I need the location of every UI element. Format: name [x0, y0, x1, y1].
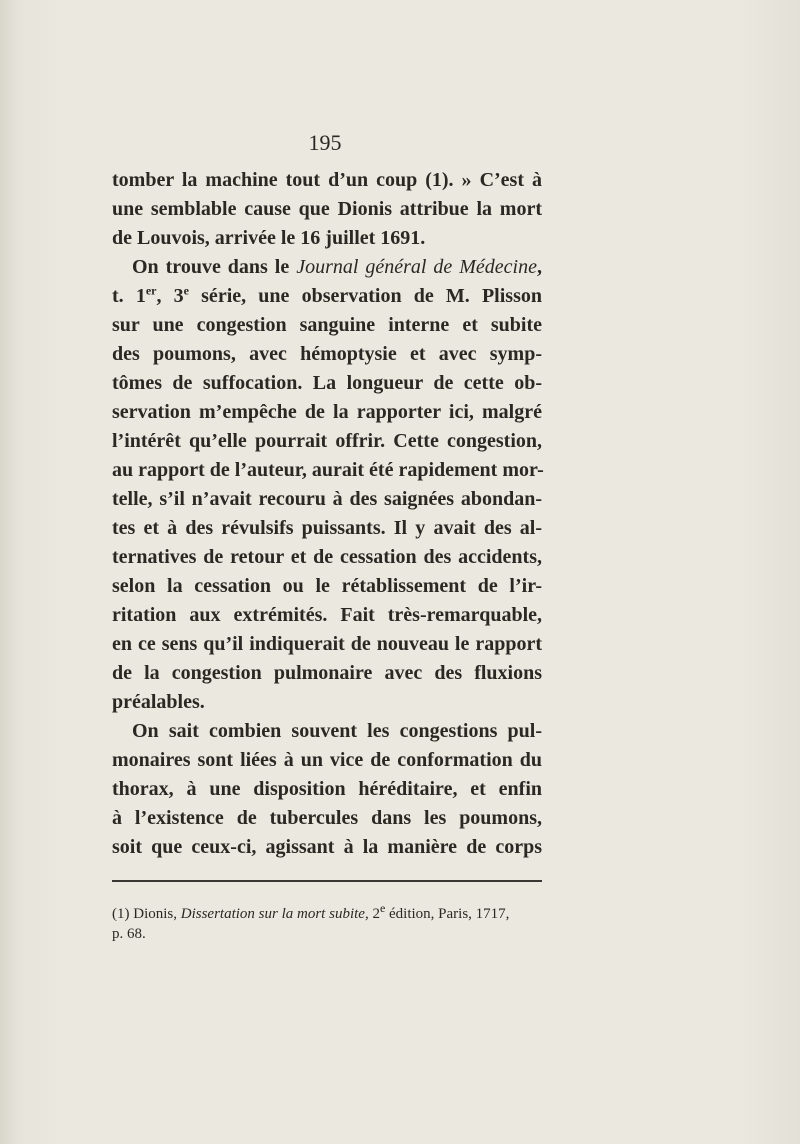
text-segment: On trouve dans le — [132, 256, 297, 278]
text-line: soit que ceux-ci, agissant à la manière de corps — [112, 836, 542, 858]
superscript: er — [145, 283, 157, 298]
text-line: en ce sens qu’il indiquerait de nouveau le rapport — [112, 633, 542, 655]
text-segment: édition, Paris, 1717, — [385, 906, 510, 922]
text-line: ternatives de retour et de cessation des accidents, — [112, 546, 542, 568]
footnote — [112, 901, 542, 944]
text-line: tes et à des révulsifs puissants. Il y avait des al- — [112, 517, 542, 539]
paragraph-2 — [112, 253, 542, 717]
text-line: une semblable cause que Dionis attribue la mort — [112, 198, 542, 220]
text-line: servation m’empêche de la rapporter ici, malgré — [112, 401, 542, 423]
text-line: sur une congestion sanguine interne et subite — [112, 314, 542, 336]
page-number: 195 — [308, 130, 342, 155]
text-line: tômes de suffocation. La longueur de cette ob- — [112, 372, 542, 394]
text-line — [112, 282, 542, 311]
footnote-line: p. 68. — [112, 926, 146, 942]
footnote-title: Dissertation sur la mort subite — [180, 906, 365, 922]
text-line: préalables. — [112, 691, 205, 713]
text-segment: , — [537, 256, 542, 278]
text-segment: série, une observation de M. Plisson — [188, 285, 542, 307]
footnote-marker: (1) Dionis, — [112, 906, 181, 922]
superscript: e — [183, 283, 189, 298]
text-line: ritation aux extrémités. Fait très-remarquable, — [112, 604, 542, 626]
text-line: des poumons, avec hémoptysie et avec symp- — [112, 343, 542, 365]
text-line: telle, s’il n’avait recouru à des saignées abondan- — [112, 488, 542, 510]
text-line: On sait combien souvent les congestions pul- — [132, 720, 542, 742]
footnote-line — [112, 901, 542, 924]
main-text — [112, 166, 542, 862]
text-line: thorax, à une disposition héréditaire, et enfin — [112, 778, 542, 800]
text-line — [112, 253, 542, 282]
text-line: de la congestion pulmonaire avec des fluxions — [112, 662, 542, 684]
text-line: tomber la machine tout d’un coup (1). » C’est à — [112, 169, 542, 191]
text-segment: , 3 — [156, 285, 184, 307]
journal-title: Journal général de Médecine — [296, 256, 537, 278]
paragraph-1 — [112, 166, 542, 253]
text-segment: t. 1 — [112, 285, 146, 307]
paragraph-3 — [112, 717, 542, 862]
text-line: de Louvois, arrivée le 16 juillet 1691. — [112, 227, 426, 249]
text-line: selon la cessation ou le rétablissement de l’ir- — [112, 575, 542, 597]
footnote-separator — [112, 880, 542, 882]
text-line: à l’existence de tubercules dans les poumons, — [112, 807, 542, 829]
text-line: au rapport de l’auteur, aurait été rapidement mor- — [112, 459, 544, 481]
text-line: l’intérêt qu’elle pourrait offrir. Cette congestion, — [112, 430, 542, 452]
superscript: e — [379, 901, 386, 915]
text-segment: , 2 — [364, 906, 380, 922]
text-line: monaires sont liées à un vice de conformation du — [112, 749, 542, 771]
